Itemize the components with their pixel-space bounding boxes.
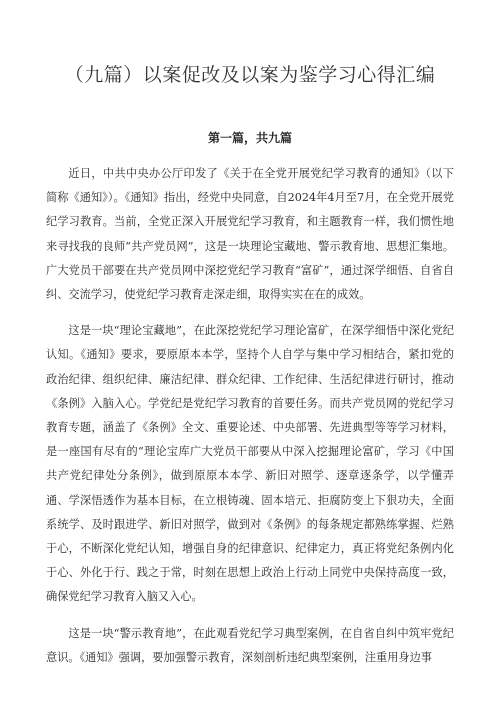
paragraph-3: 这是一块“警示教育地”，在此观看党纪学习典型案例，在自省自纠中筑牢党纪意识。《通知》强调，要加强警示教育，深刻剖析违纪典型案例，注重用身边事 <box>46 626 454 664</box>
paragraph-1: 近日，中共中央办公厅印发了《关于在全党开展党纪学习教育的通知》（以下简称《通知》）。《通知》指出，经党中央同意，自2024年4月至7月，在全党开展党纪学习教育。当前，全党正深入开展党纪学习教育，和主题教育一样，我们惯性地来寻找我的良师“共产党员网”，这是一块理论宝藏地、警示教育地、思想汇集地。广大党员干部要在共产党员网中深挖党纪学习教育“富矿”，通过深学细悟、自省自纠、交流学习，使党纪学习教育走深走细，取得实实在在的成效。 <box>46 167 454 302</box>
section-heading: 第一篇，共九篇 <box>207 131 292 145</box>
document-title: （九篇）以案促改及以案为鉴学习心得汇编 <box>64 64 436 86</box>
paragraph-2: 这是一块“理论宝藏地”，在此深挖党纪学习理论富矿，在深学细悟中深化党纪认知。《通知》要求，要原原本本学，坚持个人自学与集中学习相结合，紧扣党的政治纪律、组织纪律、廉洁纪律、群众纪律、工作纪律、生活纪律进行研讨，推动《条例》入脑入心。学党纪是党纪学习教育的首要任务。而共产党员网的党纪学习教育专题，涵盖了《条例》全文、重要论述、中央部署、先进典型等等学习材料，是一座国有尽有的“理论宝库广大党员干部要从中深入挖掘理论富矿，学习《中国共产党纪律处分条例》，做到原原本本学、新旧对照学、逐章逐条学，以学懂弄通、学深悟透作为基本目标，在立根铸魂、固本培元、拒腐防变上下狠功夫，全面系统学、及时跟进学、新旧对照学，做到对《条例》的每条规定都熟练掌握、烂熟于心，不断深化党纪认知，增强自身的纪律意识、纪律定力，真正将党纪条例内化于心、外化于行、践之于常，时刻在思想上政治上行动上同党中央保持高度一致，确保党纪学习教育入脑又入心。 <box>46 324 454 604</box>
